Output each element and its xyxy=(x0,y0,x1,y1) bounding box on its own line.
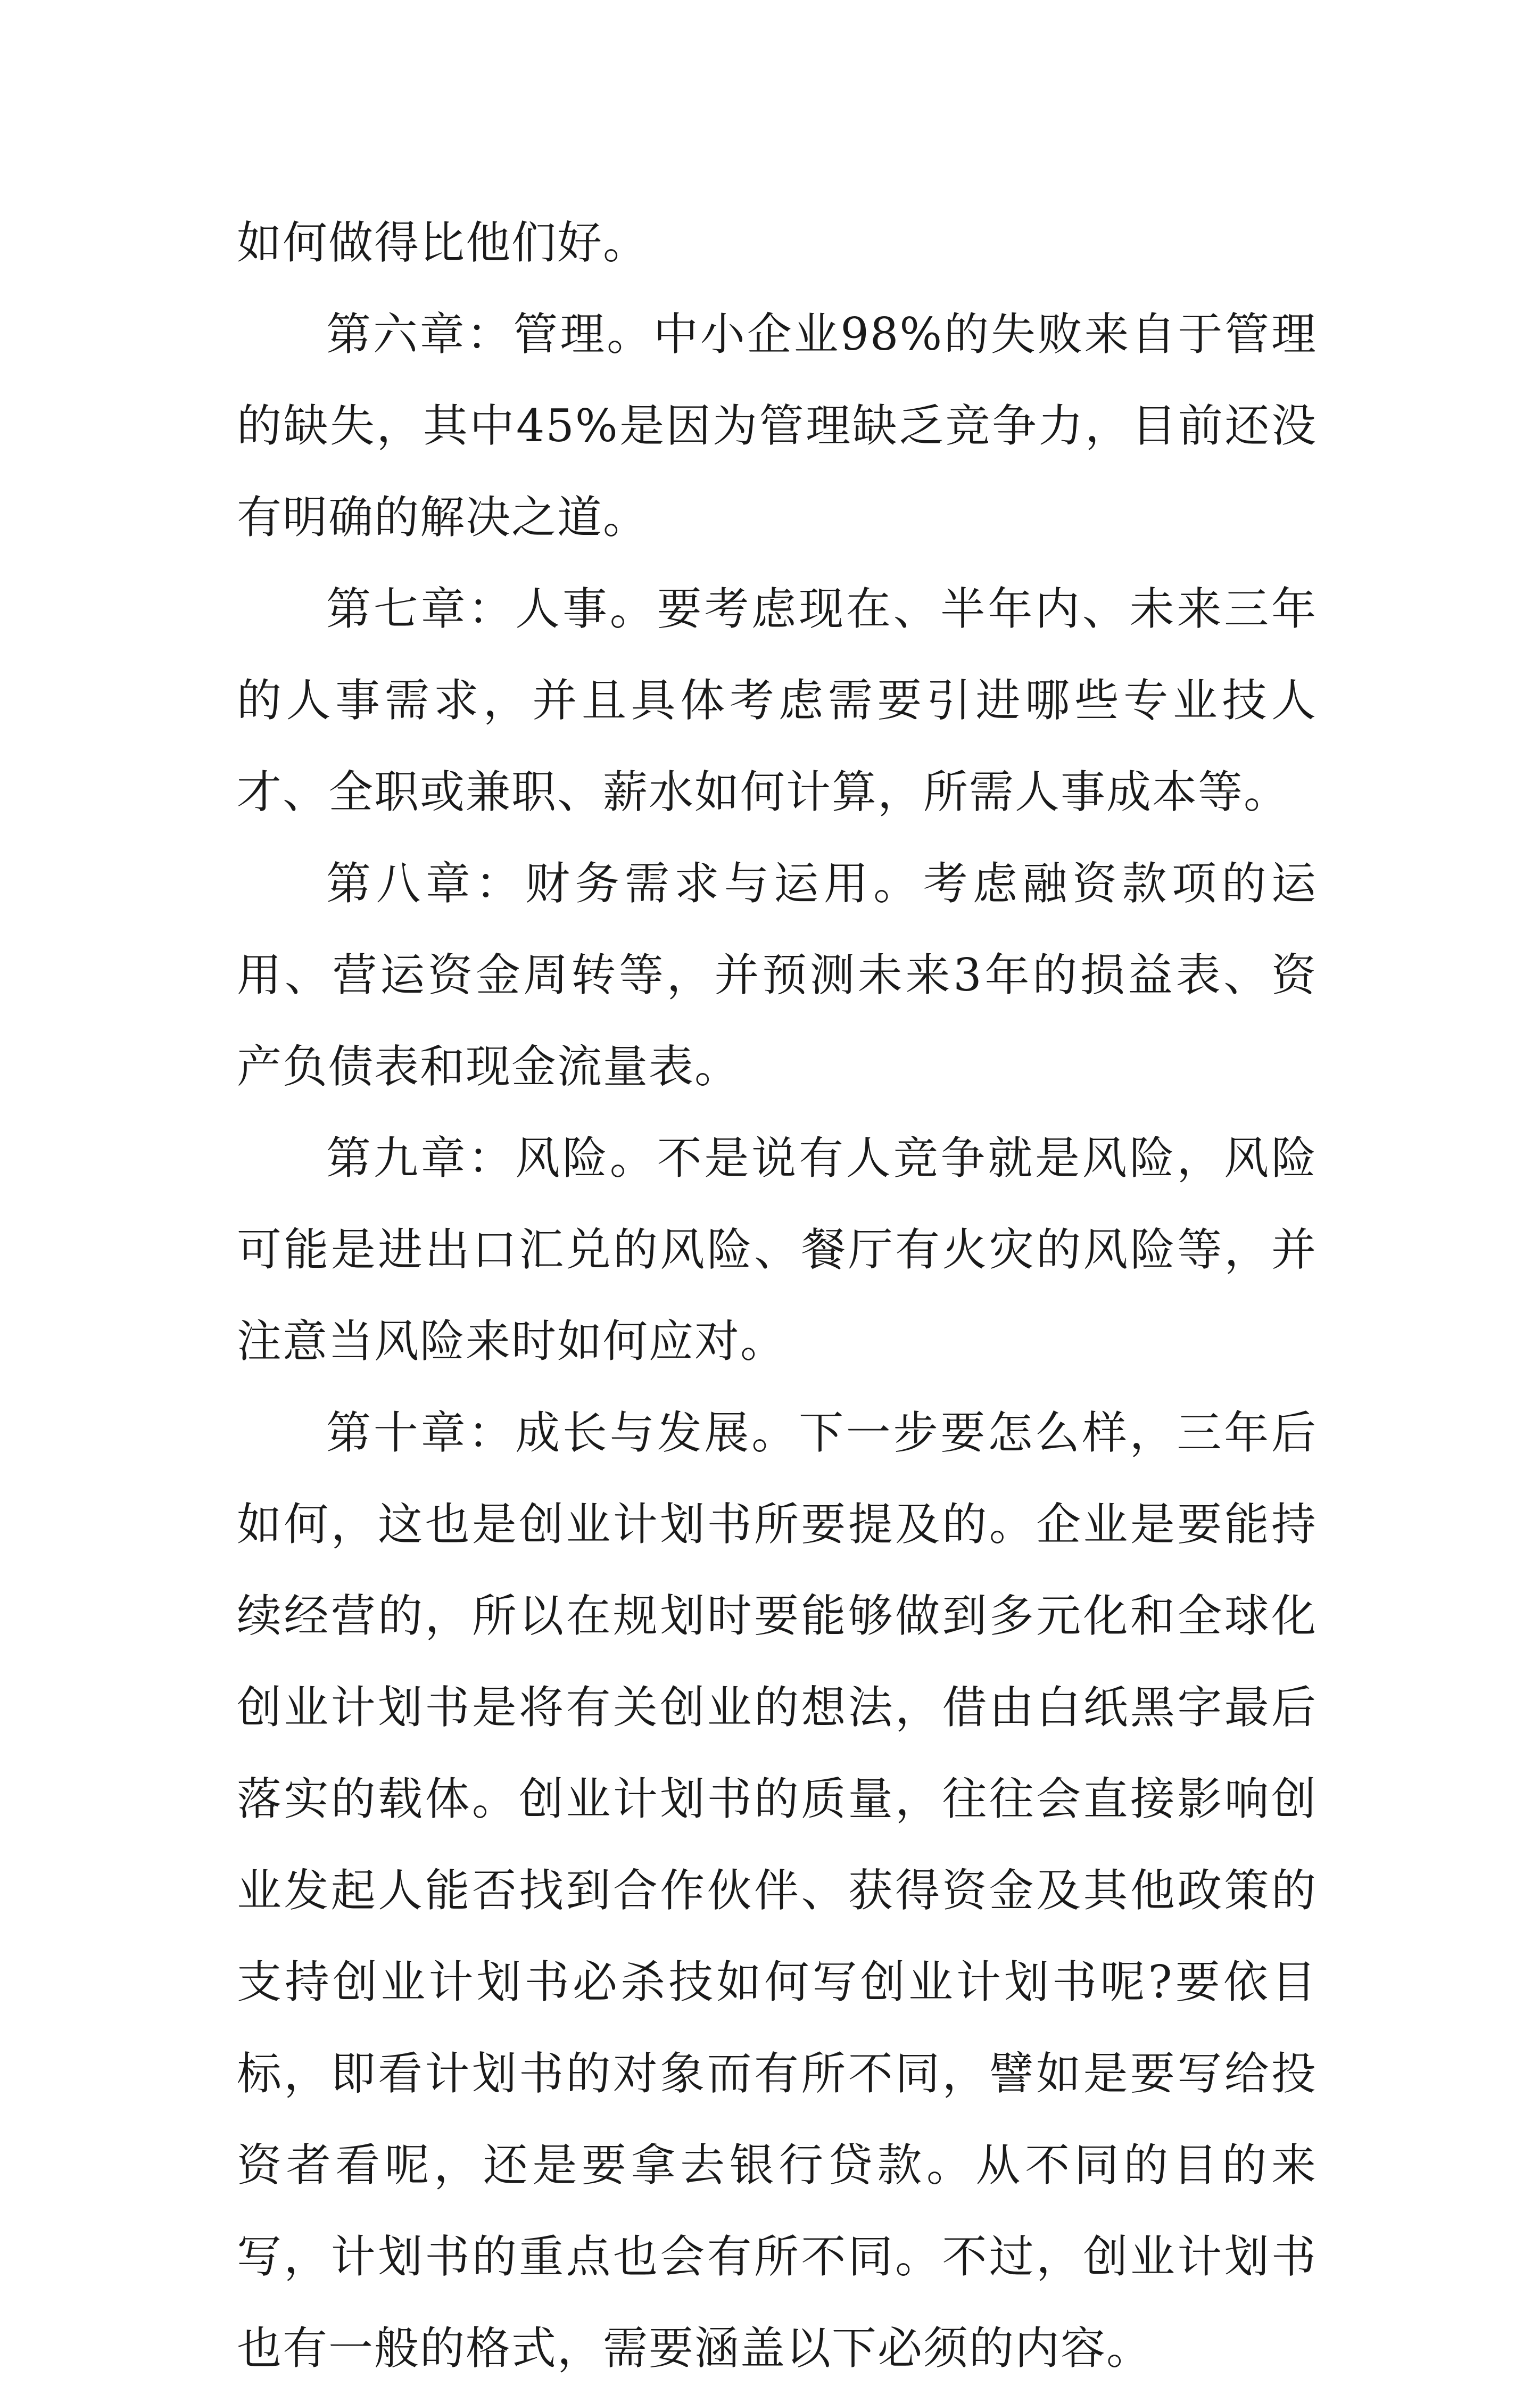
paragraph-chapter-8: 第八章：财务需求与运用。考虑融资款项的运用、营运资金周转等，并预测未来3年的损益表、资产负债表和现金流量表。 xyxy=(237,857,1317,1093)
paragraph-continuation: 如何做得比他们好。 xyxy=(237,217,649,269)
paragraph-chapter-10: 第十章：成长与发展。下一步要怎么样，三年后如何，这也是创业计划书所要提及的。企业是要能持续经营的，所以在规划时要能够做到多元化和全球化创业计划书是将有关创业的想法，借由白纸黑字最后落实的载体。创业计划书的质量，往往会直接影响创业发起人能否找到合作伙伴、获得资金及其他政策的支持创业计划书必杀技如何写创业计划书呢?要依目标，即看计划书的对象而有所不同，譬如是要写给投资者看呢，还是要拿去银行贷款。从不同的目的来写，计划书的重点也会有所不同。不过，创业计划书也有一般的格式，需要涵盖以下必须的内容。 xyxy=(237,1407,1317,2374)
paragraph-chapter-6: 第六章：管理。中小企业98%的失败来自于管理的缺失，其中45%是因为管理缺乏竞争力，目前还没有明确的解决之道。 xyxy=(237,308,1317,543)
paragraph-chapter-7: 第七章：人事。要考虑现在、半年内、未来三年的人事需求，并且具体考虑需要引进哪些专业技人才、全职或兼职、薪水如何计算，所需人事成本等。 xyxy=(237,583,1317,818)
document-body xyxy=(237,197,1317,2394)
paragraph-chapter-9: 第九章：风险。不是说有人竞争就是风险，风险可能是进出口汇兑的风险、餐厅有火灾的风险等，并注意当风险来时如何应对。 xyxy=(237,1132,1317,1367)
